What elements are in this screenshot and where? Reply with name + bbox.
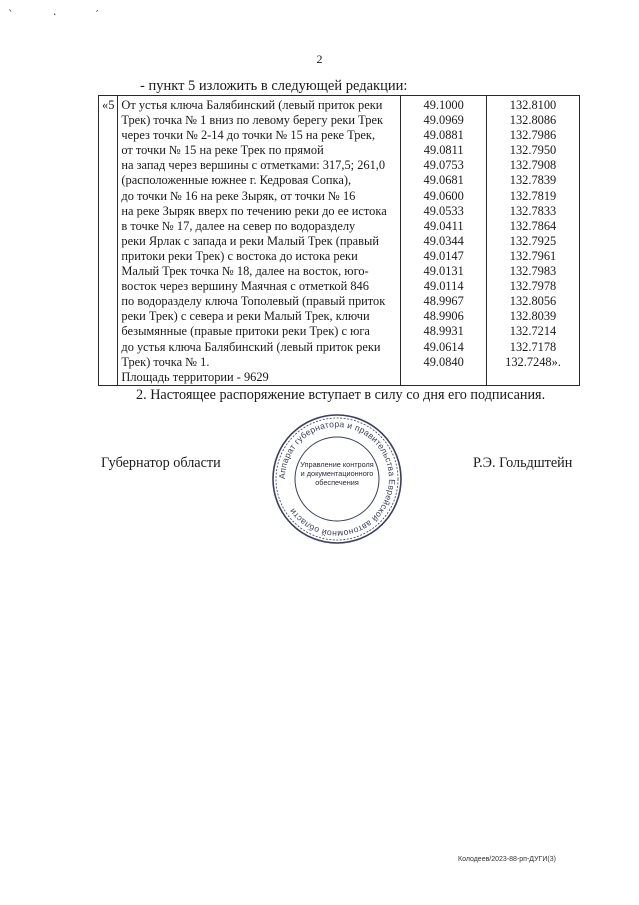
longitude-value: 132.8100 [509, 98, 557, 112]
signatory-position: Губернатор области [101, 455, 221, 471]
description-line: по водоразделу ключа Тополевый (правый приток [121, 294, 386, 309]
description-line: (расположенные южнее г. Кедровая Сопка), [121, 173, 352, 188]
longitude-value: 132.8039 [509, 309, 557, 324]
latitude-value: 49.0114 [423, 279, 464, 294]
scan-marks: ` · ′ [8, 8, 117, 21]
description-line: до точки № 16 на реке Зыряк, от точки № 16 [121, 188, 356, 203]
latitude-value: 48.9931 [423, 324, 464, 339]
item-number-cell [99, 96, 118, 386]
description-line: до устья ключа Балябинский (левый приток реки [121, 339, 381, 354]
latitude-value: 49.0681 [423, 173, 464, 188]
longitude-value: 132.8056 [509, 294, 557, 309]
latitude-value: 49.0753 [423, 158, 464, 173]
longitude-value: 132.7178 [509, 339, 557, 354]
table-row [99, 96, 580, 386]
description-line: притоки реки Трек) с востока до истока реки [121, 248, 358, 263]
longitude-value: 132.7819 [509, 188, 557, 203]
amendment-intro: - пункт 5 изложить в следующей редакции: [140, 78, 408, 94]
description-line: От устья ключа Балябинский (левый приток реки [121, 98, 383, 112]
latitude-value: 49.1000 [423, 98, 464, 112]
description-line: реки Ярлак с запада и реки Малый Трек (правый [121, 233, 379, 248]
latitude-list [404, 98, 483, 370]
longitude-list [490, 98, 576, 370]
description-line: реки Трек) с севера и реки Малый Трек, ключи [121, 309, 370, 324]
latitude-value: 49.0811 [423, 143, 464, 158]
latitude-value: 49.0411 [423, 218, 464, 233]
longitude-value: 132.7908 [509, 158, 557, 173]
item-number: «5 [102, 98, 115, 112]
description-line: Малый Трек точка № 18, далее на восток, юго- [121, 264, 369, 279]
description-cell [118, 96, 401, 386]
latitude-value: 49.0969 [423, 113, 464, 128]
boundary-table [98, 95, 580, 386]
longitude-value: 132.7248». [505, 354, 561, 369]
effective-date-clause: 2. Настоящее распоряжение вступает в силу со дня его подписания. [136, 387, 546, 403]
longitude-value: 132.7986 [509, 128, 557, 143]
latitude-cell [401, 96, 487, 386]
latitude-value: 48.9967 [423, 294, 464, 309]
description-line: в точке № 17, далее на север по водоразделу [121, 218, 356, 233]
official-seal [270, 412, 404, 546]
description-line: безымянные (правые притоки реки Трек) с юга [121, 324, 370, 339]
description-line: Трек) точка № 1. [121, 354, 210, 369]
description-line: восток через вершину Маячная с отметкой 846 [121, 279, 369, 294]
latitude-value: 49.0840 [423, 354, 464, 369]
latitude-value: 49.0131 [423, 264, 464, 279]
longitude-value: 132.7983 [509, 264, 557, 279]
longitude-value: 132.7961 [509, 248, 557, 263]
latitude-value: 49.0533 [423, 203, 464, 218]
longitude-value: 132.7978 [509, 279, 557, 294]
seal-center-text: Управление контроля и документационного обеспечения [300, 460, 374, 487]
description-line: на реке Зыряк вверх по течению реки до ее истока [121, 203, 387, 218]
longitude-value: 132.7839 [509, 173, 557, 188]
description-line: через точки № 2-14 до точки № 15 на реке Трек, [121, 128, 376, 143]
latitude-value: 49.0344 [423, 233, 464, 248]
description-line: от точки № 15 на реке Трек по прямой [121, 143, 324, 158]
longitude-value: 132.7214 [509, 324, 557, 339]
longitude-cell [487, 96, 580, 386]
description-line: на запад через вершины с отметками: 317,5; 261,0 [121, 158, 386, 173]
document-reference: Колодеев/2023-88-рп-ДУГИ(3) [458, 856, 556, 863]
longitude-value: 132.7833 [509, 203, 557, 218]
latitude-value: 49.0600 [423, 188, 464, 203]
page-number: 2 [316, 52, 323, 66]
seal-outer-text: Аппарат губернатора и правительства Еврейской автономной области [276, 418, 398, 540]
description-lines [121, 98, 397, 370]
description-line: Трек) точка № 1 вниз по левому берегу реки Трек [121, 113, 383, 128]
latitude-value: 49.0614 [423, 339, 464, 354]
longitude-value: 132.8086 [509, 113, 557, 128]
area-text: Площадь территории - 9629 [121, 369, 269, 384]
signatory-name: Р.Э. Гольдштейн [473, 455, 573, 471]
latitude-value: 48.9906 [423, 309, 464, 324]
longitude-value: 132.7864 [509, 218, 557, 233]
latitude-value: 49.0147 [423, 248, 464, 263]
longitude-value: 132.7950 [509, 143, 557, 158]
longitude-value: 132.7925 [509, 233, 557, 248]
latitude-value: 49.0881 [423, 128, 464, 143]
